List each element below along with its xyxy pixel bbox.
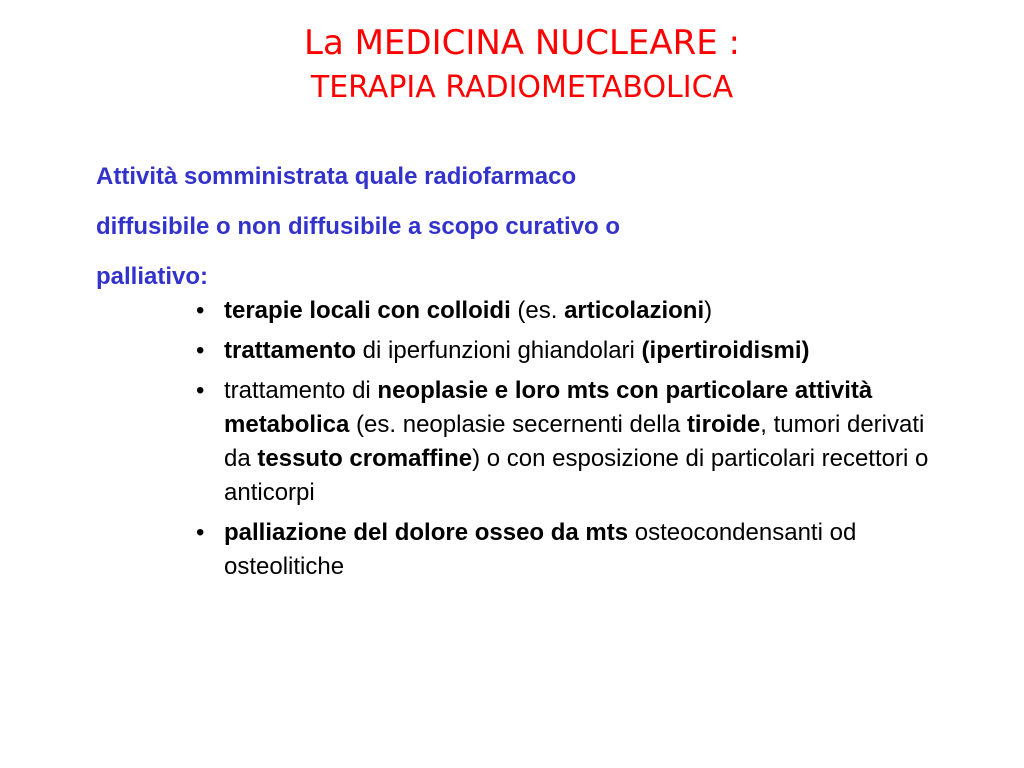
bullet-text-bold: tessuto cromaffine — [257, 445, 473, 472]
intro-paragraph — [96, 152, 916, 302]
bullet-text: di iperfunzioni ghiandolari — [356, 337, 642, 364]
bullet-text: (es. — [510, 297, 565, 324]
bullet-text: trattamento di — [224, 377, 378, 404]
bullet-dot-icon: • — [196, 297, 205, 324]
bullet-dot-icon: • — [196, 377, 205, 404]
bullet-item-trattamento — [196, 334, 956, 368]
bullet-text-bold: articolazioni — [564, 297, 705, 324]
bullet-text: ) — [704, 297, 713, 324]
title-line-2: TERAPIA RADIOMETABOLICA — [310, 70, 734, 105]
bullet-text: (es. neoplasie secernenti della — [349, 411, 687, 438]
bullet-text-bold: neoplasie e loro mts con particolare attività metabolica — [224, 377, 873, 438]
bullet-text-bold: tiroide — [686, 411, 761, 438]
intro-line-3: palliativo: — [96, 263, 209, 290]
bullet-text: , tumori derivati da — [224, 411, 925, 472]
bullet-item-palliazione — [196, 516, 956, 584]
title-line-1: La MEDICINA NUCLEARE : — [304, 23, 740, 63]
bullet-text-bold: trattamento — [224, 337, 357, 364]
bullet-dot-icon: • — [196, 337, 205, 364]
bullet-item-colloidi — [196, 294, 956, 328]
bullet-item-neoplasie — [196, 374, 956, 510]
bullet-text: ) o con esposizione di particolari recettori o anticorpi — [224, 445, 929, 506]
slide-title — [0, 18, 1024, 108]
bullet-text-bold: palliazione del dolore osseo da mts — [224, 519, 629, 546]
bullet-dot-icon: • — [196, 519, 205, 546]
bullet-text: osteocondensanti od osteolitiche — [224, 519, 857, 580]
intro-line-1: Attività somministrata quale radiofarmaco — [96, 163, 577, 190]
bullet-text-bold: terapie locali con colloidi — [224, 297, 511, 324]
bullet-text-bold: (ipertiroidismi) — [641, 337, 810, 364]
bullet-list — [196, 294, 956, 590]
intro-line-2: diffusibile o non diffusibile a scopo curativo o — [96, 213, 621, 240]
